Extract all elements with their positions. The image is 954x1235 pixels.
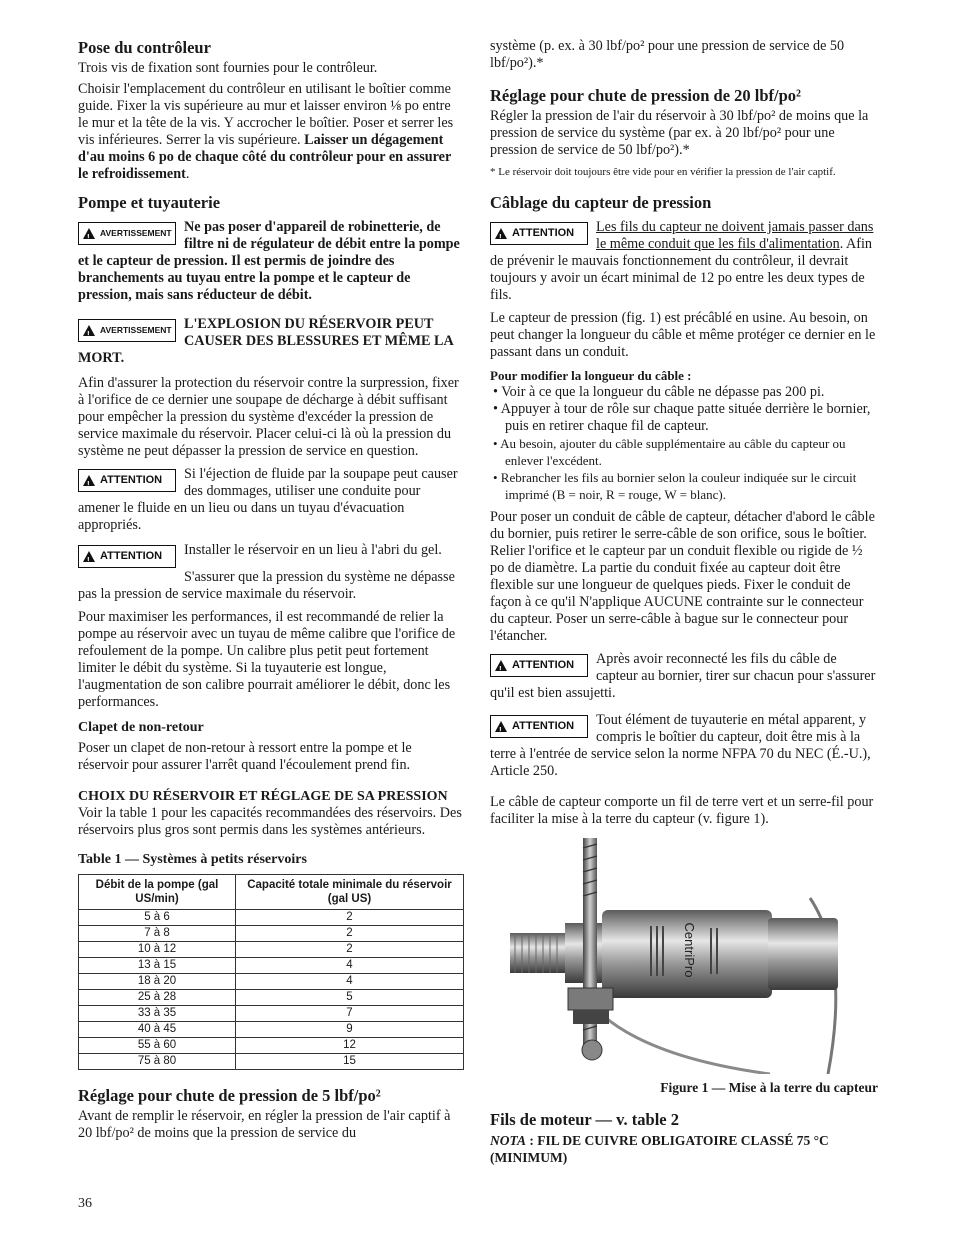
table-cell: 7 (236, 1006, 464, 1022)
table-cell: 18 à 20 (79, 974, 236, 990)
table-row (79, 974, 464, 990)
left-column (78, 38, 464, 1148)
attention-text: Tout élément de tuyauterie en métal apparent, y compris le boîtier du capteur, doit être mis à la terre à l'entrée de service selon la norme NFPA 70 du NEC (É.-U.), Article 250. (490, 712, 871, 779)
table-header: Débit de la pompe (gal US/min) (79, 875, 236, 910)
table-cell: 75 à 80 (79, 1054, 236, 1070)
badge-label: ATTENTION (512, 227, 575, 239)
warning-triangle-icon (83, 325, 95, 336)
attention-badge (490, 654, 588, 677)
table-row (79, 1038, 464, 1054)
paragraph: Avant de remplir le réservoir, en régler la pression de l'air captif à 20 lbf/po² de moins que la pression de service du (78, 1108, 451, 1141)
paragraph: Afin d'assurer la protection du réservoir contre la surpression, fixer à l'orifice de ce dernier une soupape de décharge à débit suffisant pour empêcher la pression du système d'excéder la pression de service maximale du réservoir. Placer celui-ci là où la pression du système ne peut dépasser la pression de service en question. (78, 375, 459, 459)
table-row (79, 1054, 464, 1070)
table-cell: 12 (236, 1038, 464, 1054)
table-cell: 13 à 15 (79, 958, 236, 974)
subsection-title: Pour modifier la longueur du câble : (490, 368, 692, 383)
attention-text: . Afin de prévenir le mauvais fonctionnement du contrôleur, il devrait toujours y avoir un écart minimal de 12 po entre les deux types de fils. (490, 236, 873, 303)
warning-block (78, 219, 464, 304)
pressure-sensor-photo (510, 838, 858, 1074)
table-row (79, 1006, 464, 1022)
attention-badge (490, 222, 588, 245)
attention-badge (78, 469, 176, 492)
list-item: • Au besoin, ajouter du câble supplémentaire au câble du capteur ou enlever l'excédent. (493, 436, 846, 468)
table-row (79, 910, 464, 926)
table-cell: 25 à 28 (79, 990, 236, 1006)
badge-label: ATTENTION (100, 550, 163, 562)
table-cell: 2 (236, 910, 464, 926)
section-title-pompe: Pompe et tuyauterie (78, 193, 221, 212)
text: Choisir l'emplacement du contrôleur en utilisant le boîtier comme guide. Fixer la vis supérieure au mur et laisser environ ⅛ po entre le mur et la tête de la vis. Y accrocher le boîtier. Poser et serrer les vis inférieures. Serrer la vis supérieure. (78, 81, 454, 148)
attention-block (78, 466, 464, 534)
nota-label: NOTA (490, 1133, 527, 1148)
paragraph: Voir la table 1 pour les capacités recommandées des réservoirs. Des réservoirs plus gros sont permis dans les systèmes antérieurs. (78, 805, 462, 838)
warning-triangle-icon (83, 228, 95, 239)
warning-triangle-icon (83, 551, 95, 562)
footnote: * Le réservoir doit toujours être vide pour en vérifier la pression de l'air captif. (490, 166, 836, 178)
attention-block (490, 219, 878, 304)
table-cell: 55 à 60 (79, 1038, 236, 1054)
warning-badge (78, 222, 176, 245)
section-title-5psi: Réglage pour chute de pression de 5 lbf/po² (78, 1086, 381, 1105)
attention-text: Installer le réservoir en un lieu à l'abri du gel. (184, 542, 442, 558)
paragraph: Pour poser un conduit de câble de capteur, détacher d'abord le câble du bornier, puis retirer le serre-câble de son orifice, sous le boîtier. Relier l'orifice et le capteur par un conduit flexible ou rigide de ½ po de diamètre. La partie du conduit fixée au capteur doit être flexible sur une longueur de quelques pieds. Fixer le conduit de façon à ce qu'il N'applique AUCUNE contrainte sur le connecteur du capteur. Poser un serre-câble à bague sur le connecteur pour l'étancher. (490, 509, 875, 644)
figure-caption: Figure 1 — Mise à la terre du capteur (660, 1080, 878, 1095)
section-title-cablage: Câblage du capteur de pression (490, 193, 712, 212)
list-item: • Appuyer à tour de rôle sur chaque patte située derrière le bornier, puis en retirer chaque fil de capteur. (493, 401, 871, 434)
section-title-pose: Pose du contrôleur (78, 38, 211, 57)
warning-triangle-icon (495, 721, 507, 732)
table-row (79, 1022, 464, 1038)
table-cell: 4 (236, 974, 464, 990)
warning-triangle-icon (495, 228, 507, 239)
attention-badge (490, 715, 588, 738)
paragraph: Pour maximiser les performances, il est recommandé de relier la pompe au réservoir avec un tuyau de même calibre que l'orifice de refoulement de la pompe. Un calibre plus petit peut fortement limiter le débit du système. Si la tuyauterie est longue, l'augmentation de son calibre pourrait améliorer le débit, donc les performances. (78, 609, 456, 710)
warning-text: Ne pas poser d'appareil de robinetterie, de filtre ni de régulateur de débit entre la pompe et le capteur de pression. Il est permis de joindre des branchements au tuyau entre la pompe et le capteur de pression, mais sans réducteur de débit. (78, 219, 460, 303)
paragraph (78, 81, 464, 183)
reservoir-table (78, 874, 464, 1070)
paragraph: Le câble de capteur comporte un fil de terre vert et un serre-fil pour faciliter la mise à la terre du capteur (v. figure 1). (490, 794, 874, 827)
paragraph: Le capteur de pression (fig. 1) est précâblé en usine. Au besoin, on peut changer la longueur du câble et même protéger ce dernier en le passant dans un conduit. (490, 310, 876, 360)
paragraph: S'assurer que la pression du système ne dépasse pas la pression de service maximale du réservoir. (78, 569, 455, 602)
warning-text: L'EXPLOSION DU RÉSERVOIR PEUT CAUSER DES BLESSURES ET MÊME LA MORT. (78, 316, 453, 366)
bullet-list (490, 384, 878, 503)
subsection-title-choix: CHOIX DU RÉSERVOIR ET RÉGLAGE DE SA PRESSION (78, 789, 448, 804)
table-cell: 5 à 6 (79, 910, 236, 926)
attention-badge (78, 545, 176, 568)
paragraph: Trois vis de fixation sont fournies pour le contrôleur. (78, 60, 378, 76)
table-cell: 10 à 12 (79, 942, 236, 958)
underlined-text: Les fils du capteur ne doivent jamais passer dans le même conduit que les fils d'alimentation (596, 219, 874, 252)
page-number: 36 (78, 1196, 92, 1211)
paragraph: Régler la pression de l'air du réservoir à 30 lbf/po² de moins que la pression de service du système (par ex. à 20 lbf/po² pour une pression de service de 50 lbf/po²).* (490, 108, 869, 158)
list-item: • Rebrancher les fils au bornier selon la couleur indiquée sur le circuit imprimé (B = noir, R = rouge, W = blanc). (493, 470, 857, 502)
attention-block (490, 651, 878, 702)
badge-label: ATTENTION (100, 474, 163, 486)
table-cell: 7 à 8 (79, 926, 236, 942)
table-row (79, 958, 464, 974)
right-column (490, 38, 878, 1172)
table-header: Capacité totale minimale du réservoir (gal US) (236, 875, 464, 910)
nota-text: : FIL DE CUIVRE OBLIGATOIRE CLASSÉ 75 °C (MINIMUM) (490, 1133, 829, 1165)
list-item: • Voir à ce que la longueur du câble ne dépasse pas 200 pi. (493, 384, 825, 400)
warning-badge (78, 319, 176, 342)
table-cell: 5 (236, 990, 464, 1006)
table-cell: 33 à 35 (79, 1006, 236, 1022)
attention-block (78, 542, 464, 562)
bold-text: Laisser un dégagement d'au moins 6 po de chaque côté du contrôleur pour en assurer le refroidissement (78, 132, 451, 182)
nota (490, 1132, 878, 1166)
brand-label: CentriPro (682, 922, 697, 978)
table-row (79, 942, 464, 958)
section-title-moteur: Fils de moteur — v. table 2 (490, 1110, 679, 1129)
badge-label: AVERTISSEMENT (100, 325, 172, 335)
section-title-20psi: Réglage pour chute de pression de 20 lbf/po² (490, 86, 801, 105)
paragraph: système (p. ex. à 30 lbf/po² pour une pression de service de 50 lbf/po²).* (490, 38, 845, 71)
subsection-title-clapet: Clapet de non-retour (78, 720, 204, 735)
table-title: Table 1 — Systèmes à petits réservoirs (78, 852, 307, 867)
table-cell: 9 (236, 1022, 464, 1038)
text: . (185, 166, 190, 182)
table-row (79, 926, 464, 942)
sensor-figure (510, 838, 858, 1074)
badge-label: ATTENTION (512, 659, 575, 671)
table-cell: 4 (236, 958, 464, 974)
attention-block (490, 712, 878, 780)
badge-label: AVERTISSEMENT (100, 228, 172, 238)
badge-label: ATTENTION (512, 720, 575, 732)
warning-triangle-icon (83, 475, 95, 486)
table-row (79, 990, 464, 1006)
table-cell: 40 à 45 (79, 1022, 236, 1038)
table-cell: 2 (236, 926, 464, 942)
paragraph: Poser un clapet de non-retour à ressort entre la pompe et le réservoir pour assurer l'arrêt quand l'écoulement prend fin. (78, 740, 412, 773)
table-cell: 2 (236, 942, 464, 958)
attention-text: Si l'éjection de fluide par la soupape peut causer des dommages, utiliser une conduite pour amener le fluide en un lieu ou dans un tuyau d'évacuation appropriés. (78, 466, 458, 533)
warning-block (78, 316, 464, 367)
attention-text: Après avoir reconnecté les fils du câble de capteur au bornier, tirer sur chacun pour s'assurer qu'il est bien assujetti. (490, 651, 876, 701)
table-cell: 15 (236, 1054, 464, 1070)
warning-triangle-icon (495, 660, 507, 671)
